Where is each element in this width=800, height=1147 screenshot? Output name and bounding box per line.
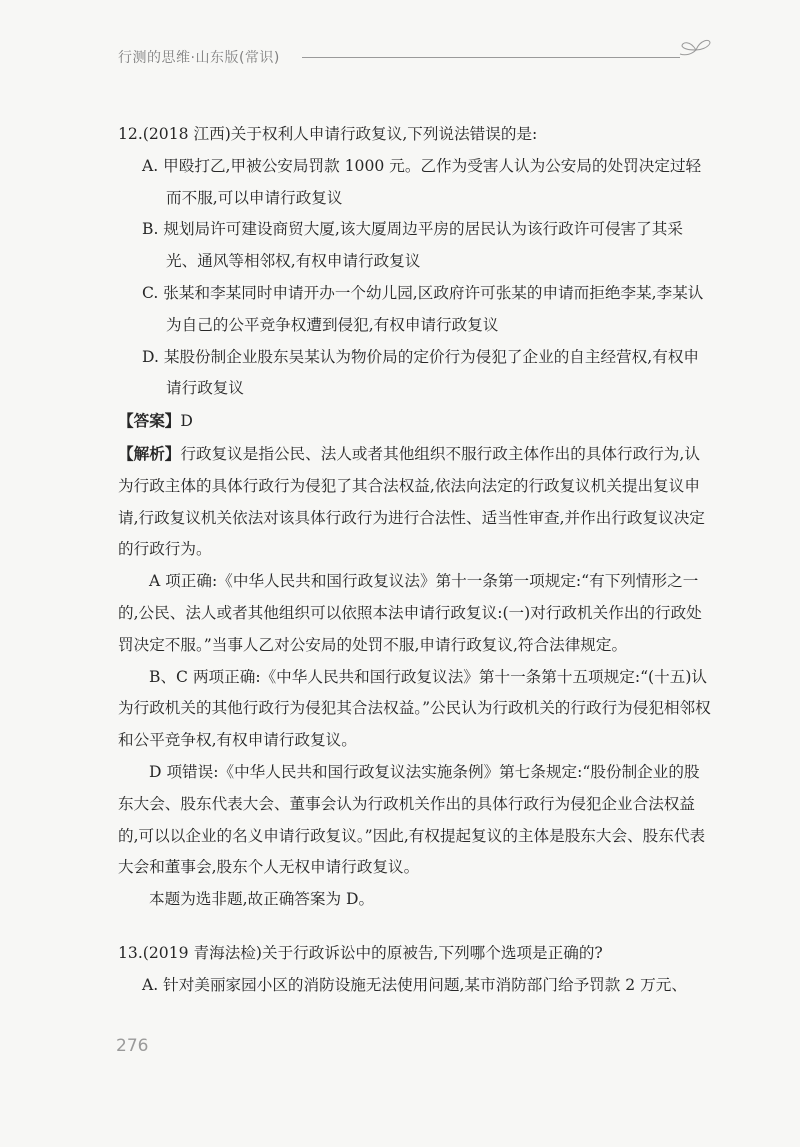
question-12 bbox=[118, 119, 714, 916]
analysis-paragraph bbox=[118, 438, 714, 566]
option-c: C. 张某和李某同时申请开办一个幼儿园,区政府许可张某的申请而拒绝李某,李某认为自己的公平竞争权遭到侵犯,有权申请行政复议 bbox=[142, 283, 704, 334]
conclusion: 本题为选非题,故正确答案为 D。 bbox=[149, 890, 375, 909]
option-d: D. 某股份制企业股东吴某认为物价局的定价行为侵犯了企业的自主经营权,有权申请行政复议 bbox=[142, 347, 700, 398]
running-head-title: 行测的思维·山东版(常识) bbox=[118, 50, 280, 66]
sprout-leaf-icon bbox=[676, 36, 716, 60]
explanation-bc: B、C 两项正确:《中华人民共和国行政复议法》第十一条第十五项规定:“(十五)认为行政机关的其他行政行为侵犯其合法权益。”公民认为行政机关的行政行为侵犯相邻权和公平竞争权,有权申请行政复议。 bbox=[118, 667, 711, 750]
explanation-a: A 项正确:《中华人民共和国行政复议法》第十一条第一项规定:“有下列情形之一的,公民、法人或者其他组织可以依照本法申请行政复议:(一)对行政机关作出的行政处罚决定不服。”当事人乙对公安局的处罚不服,申请行政复议,符合法律规定。 bbox=[118, 572, 702, 654]
option-b: B. 规划局许可建设商贸大厦,该大厦周边平房的居民认为该行政许可侵害了其采光、通风等相邻权,有权申请行政复议 bbox=[142, 220, 683, 271]
answer-value: D bbox=[180, 412, 193, 431]
answer-line bbox=[118, 405, 714, 438]
analysis-text: 行政复议是指公民、法人或者其他组织不服行政主体作出的具体行政行为,认为行政主体的具体行政行为侵犯了其合法权益,依法向法定的行政复议机关提出复议申请,行政复议机关依法对该具体行政行为进行合法性、适当性审查,并作出行政复议决定的行政行为。 bbox=[118, 444, 705, 559]
page-content bbox=[118, 119, 714, 1002]
section-spacer bbox=[118, 916, 714, 938]
question-stem: 13.(2019 青海法检)关于行政诉讼中的原被告,下列哪个选项是正确的? bbox=[118, 943, 603, 962]
page-number: 276 bbox=[116, 1036, 149, 1056]
answer-label: 【答案】 bbox=[118, 411, 181, 431]
analysis-label: 【解析】 bbox=[118, 443, 181, 463]
option-a: A. 针对美丽家园小区的消防设施无法使用问题,某市消防部门给予罚款 2 万元、 bbox=[142, 975, 687, 994]
page-header bbox=[0, 0, 800, 80]
question-stem: 12.(2018 江西)关于权利人申请行政复议,下列说法错误的是: bbox=[118, 125, 538, 143]
explanation-d: D 项错误:《中华人民共和国行政复议法实施条例》第七条规定:“股份制企业的股东大会、股东代表大会、董事会认为行政机关作出的具体行政行为侵犯企业合法权益的,可以以企业的名义申请行政复议。”因此,有权提起复议的主体是股东大会、股东代表大会和董事会,股东个人无权申请行政复议。 bbox=[118, 762, 706, 877]
question-13 bbox=[118, 938, 714, 1002]
option-a: A. 甲殴打乙,甲被公安局罚款 1000 元。乙作为受害人认为公安局的处罚决定过轻而不服,可以申请行政复议 bbox=[142, 156, 702, 207]
header-divider bbox=[302, 57, 680, 58]
